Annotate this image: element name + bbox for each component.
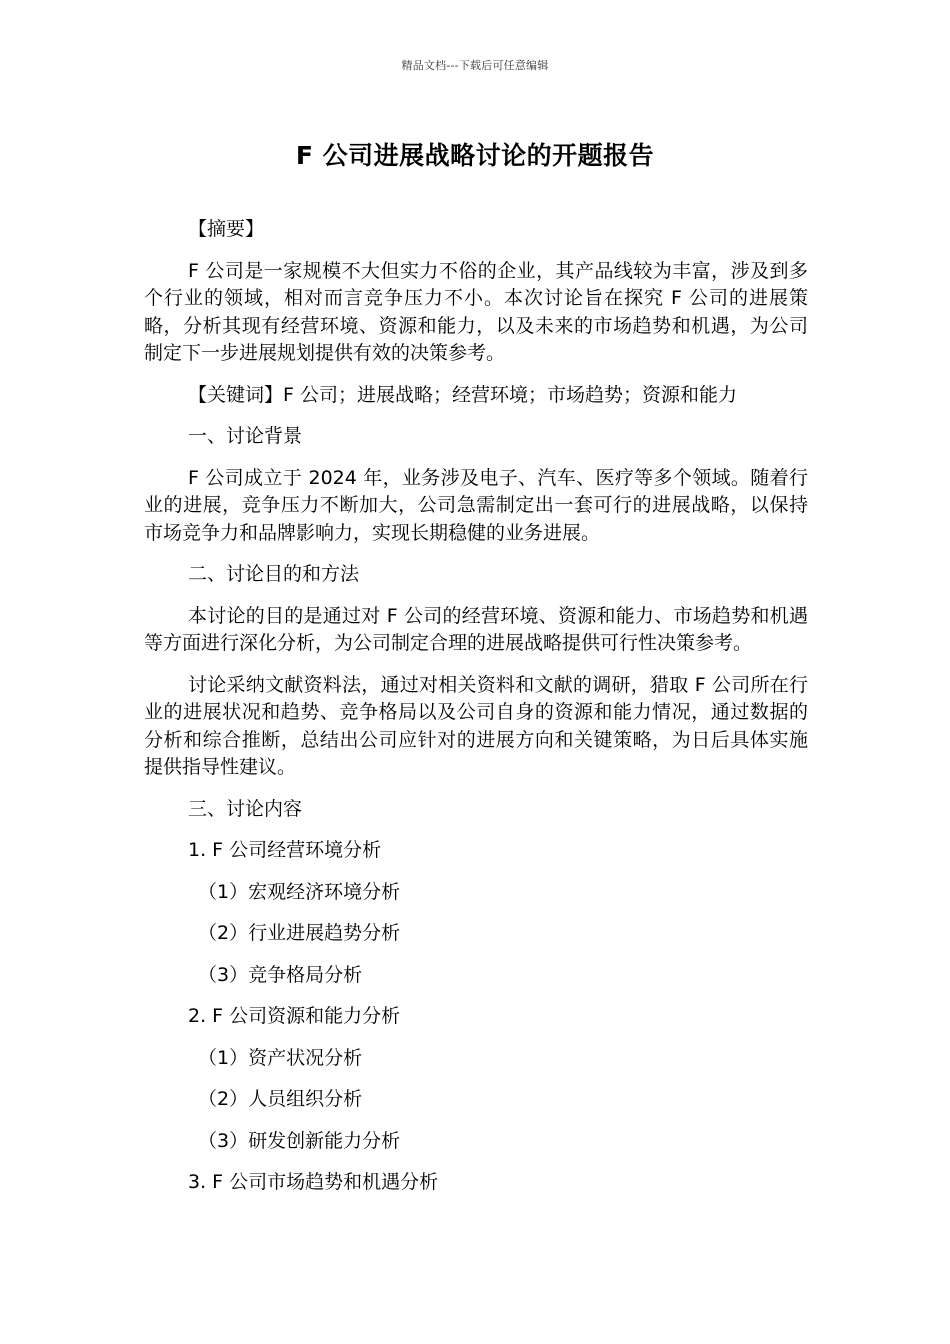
outline-subitem-1-1: （1）宏观经济环境分析	[198, 880, 401, 903]
section-heading-purpose-method: 二、讨论目的和方法	[188, 563, 360, 585]
outline-subitem-2-1: （1）资产状况分析	[198, 1046, 363, 1069]
document-body	[144, 216, 808, 1211]
method-paragraph: 讨论采纳文献资料法，通过对相关资料和文献的调研，猎取 F 公司所在行业的进展状况和趋势、竞争格局以及公司自身的资源和能力情况，通过数据的分析和综合推断，总结出公司应针对的进展方向和关键策略，为日后具体实施提供指导性建议。	[144, 673, 808, 778]
section-heading-content: 三、讨论内容	[188, 797, 303, 820]
abstract-heading: 【摘要】	[188, 218, 265, 240]
section-heading-background: 一、讨论背景	[188, 425, 303, 447]
outline-subitem-1-3: （3）竞争格局分析	[198, 963, 363, 986]
background-paragraph: F 公司成立于 2024 年，业务涉及电子、汽车、医疗等多个领域。随着行业的进展，竞争压力不断加大，公司急需制定出一套可行的进展战略，以保持市场竞争力和品牌影响力，实现长期稳健的业务进展。	[144, 466, 808, 544]
outline-item-1: 1. F 公司经营环境分析	[188, 839, 382, 861]
outline-subitem-2-2: （2）人员组织分析	[198, 1088, 363, 1110]
document-title: F 公司进展战略讨论的开题报告	[295, 141, 655, 170]
abstract-paragraph: F 公司是一家规模不大但实力不俗的企业，其产品线较为丰富，涉及到多个行业的领域，相对而言竞争压力不小。本次讨论旨在探究 F 公司的进展策略，分析其现有经营环境、资源和能力，以及未来的市场趋势和机遇，为公司制定下一步进展规划提供有效的决策参考。	[144, 259, 808, 364]
outline-item-3: 3. F 公司市场趋势和机遇分析	[188, 1171, 439, 1193]
purpose-paragraph: 本讨论的目的是通过对 F 公司的经营环境、资源和能力、市场趋势和机遇等方面进行深化分析，为公司制定合理的进展战略提供可行性决策参考。	[144, 604, 808, 654]
outline-subitem-1-2: （2）行业进展趋势分析	[198, 922, 401, 944]
outline-subitem-2-3: （3）研发创新能力分析	[198, 1129, 401, 1152]
page-header-note: 精品文档---下载后可任意编辑	[401, 59, 549, 72]
outline-item-2: 2. F 公司资源和能力分析	[188, 1005, 401, 1027]
keywords-line: 【关键词】F 公司；进展战略；经营环境；市场趋势；资源和能力	[188, 383, 737, 406]
